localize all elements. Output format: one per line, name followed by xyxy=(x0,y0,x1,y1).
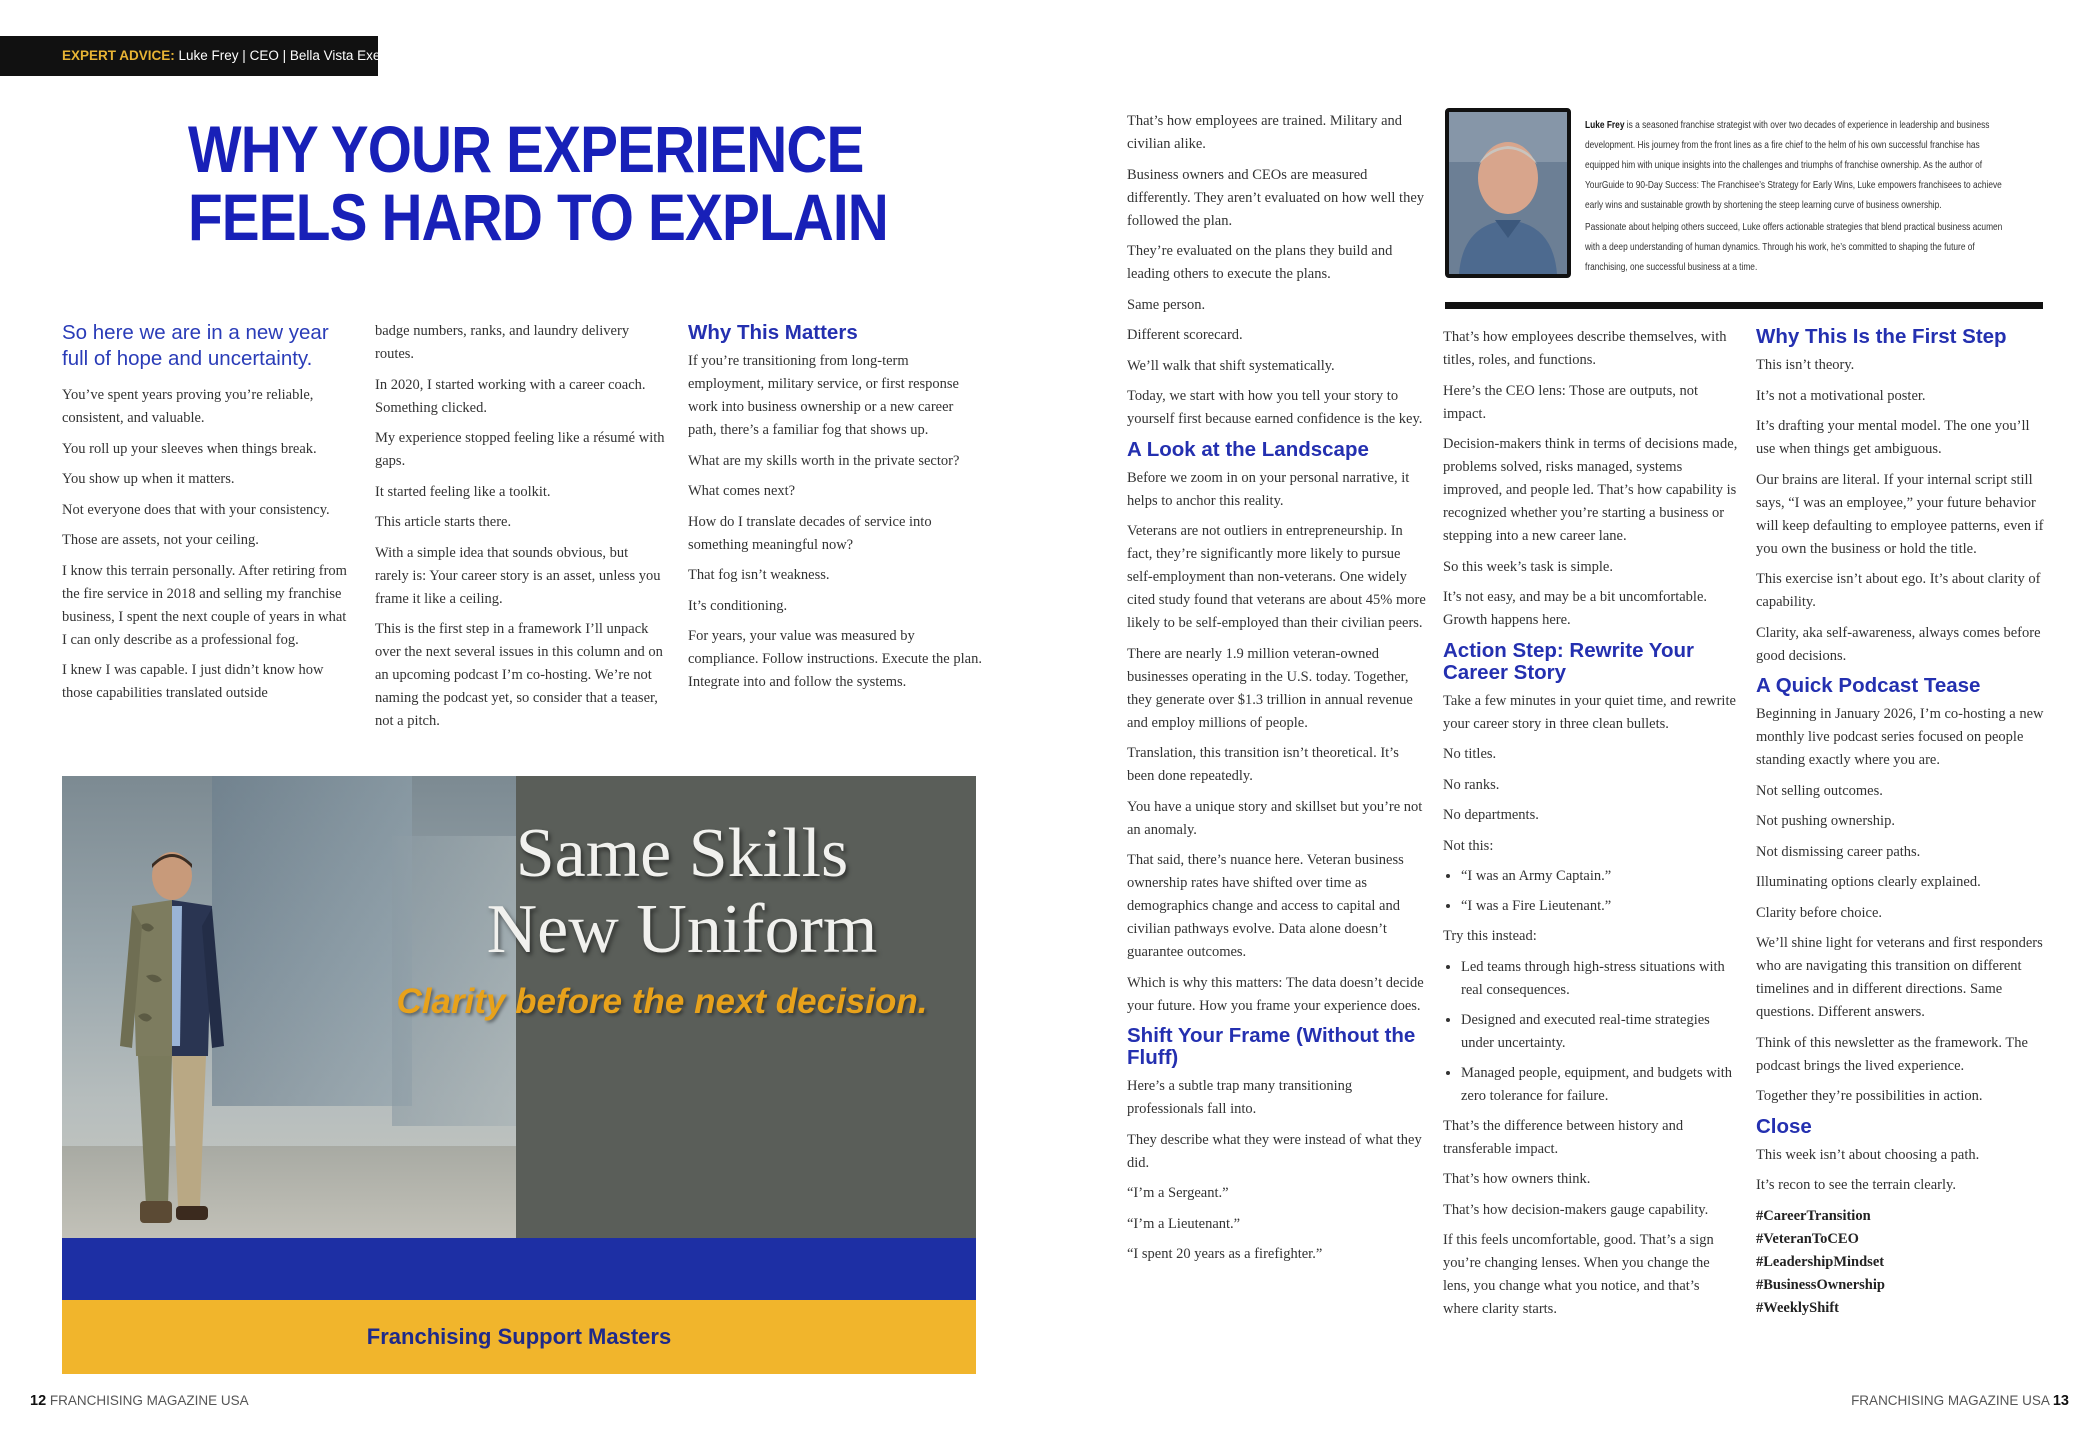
column-tag-bar xyxy=(0,36,471,76)
footer-right xyxy=(1851,1393,2069,1409)
paragraph: No ranks. xyxy=(1443,776,1500,793)
paragraph: You have a unique story and skillset but you’re not an anomaly. xyxy=(1127,798,1423,838)
paragraph: This week isn’t about choosing a path. xyxy=(1756,1146,1980,1163)
paragraph: Clarity before choice. xyxy=(1756,904,1883,921)
paragraph: I know this terrain personally. After retiring from the fire service in 2018 and selling my franchise business, I spent the next couple of years in what I can only describe as a professional fog. xyxy=(62,562,347,648)
paragraph: My experience stopped feeling like a résumé with gaps. xyxy=(375,430,665,469)
paragraph: With a simple idea that sounds obvious, but rarely is: Your career story is an asset, unless you frame it like a ceiling. xyxy=(375,544,661,607)
paragraph: Our brains are literal. If your internal script still says, “I was an employee,” your future behavior will keep defaulting to employee patterns, even if you own the business or hold the title. xyxy=(1756,471,2044,557)
page-number-right: 13 xyxy=(2052,1393,2069,1409)
bio-paragraph-1 xyxy=(1585,116,2005,216)
hashtag-list xyxy=(1756,1205,2051,1320)
author-bio xyxy=(1585,116,2003,278)
ad-blue-band xyxy=(62,1238,976,1300)
paragraph: That’s how employees are trained. Military and civilian alike. xyxy=(1127,113,1403,152)
section-heading: A Quick Podcast Tease xyxy=(1756,674,1981,697)
paragraph: You show up when it matters. xyxy=(62,471,235,487)
not-this-list xyxy=(1443,865,1738,918)
soldier-businessman-figure xyxy=(102,846,242,1231)
section-heading: Shift Your Frame (Without the Fluff) xyxy=(1127,1024,1416,1069)
paragraph: Today, we start with how you tell your story to yourself first because earned confidence is the key. xyxy=(1127,388,1423,427)
paragraph: That fog isn’t weakness. xyxy=(688,567,830,583)
author-portrait-icon xyxy=(1449,112,1567,274)
publication-name: FRANCHISING MAGAZINE USA xyxy=(49,1393,249,1408)
paragraph: Here’s a subtle trap many transitioning professionals fall into. xyxy=(1127,1078,1353,1117)
paragraph: No departments. xyxy=(1443,807,1539,823)
tag-author: Luke Frey | CEO | Bella Vista Executive Advisors xyxy=(174,48,471,63)
paragraph: Not this: xyxy=(1443,837,1494,854)
paragraph: Business owners and CEOs are measured differently. They aren’t evaluated on how well they followed the plan. xyxy=(1127,166,1425,229)
list-item: • Designed and executed real-time strategies under uncertainty. xyxy=(1461,1009,1738,1055)
bio-paragraph-2: Passionate about helping others succeed, Luke offers actionable strategies that blend practical business acumen with a deep understanding of human dynamics. Through his work, he’s committed to shaping the future of franchising, one successful business at a time. xyxy=(1585,222,2003,273)
paragraph: Clarity, aka self-awareness, always comes before good decisions. xyxy=(1756,624,2041,664)
paragraph: It’s recon to see the terrain clearly. xyxy=(1756,1177,1956,1193)
author-name: Luke Frey xyxy=(1585,120,1625,131)
paragraph: That’s how employees describe themselves, with titles, roles, and functions. xyxy=(1443,329,1727,368)
paragraph: They describe what they were instead of what they did. xyxy=(1127,1131,1422,1171)
hashtag-link[interactable]: #BusinessOwnership xyxy=(1756,1276,1885,1293)
page-number-left: 12 xyxy=(30,1393,47,1409)
hashtag-link[interactable]: #VeteranToCEO xyxy=(1756,1230,1859,1247)
author-photo xyxy=(1445,108,1571,278)
paragraph: It started feeling like a toolkit. xyxy=(375,483,551,500)
paragraph: This is the first step in a framework I’ll unpack over the next several issues in this column and on an upcoming podcast I’m co-hosting. We’re not naming the podcast yet, so consider that a teaser, not a pitch. xyxy=(375,621,663,729)
column-5 xyxy=(1443,326,1738,1329)
paragraph: So this week’s task is simple. xyxy=(1443,558,1613,575)
paragraph: Here’s the CEO lens: Those are outputs, not impact. xyxy=(1443,382,1699,422)
paragraph: You’ve spent years proving you’re reliable, consistent, and valuable. xyxy=(62,387,314,426)
paragraph: Different scorecard. xyxy=(1127,327,1243,343)
column-2 xyxy=(375,320,665,741)
paragraph: No titles. xyxy=(1443,746,1497,762)
paragraph: It’s drafting your mental model. The one you’ll use when things get ambiguous. xyxy=(1756,418,2030,457)
paragraph: badge numbers, ranks, and laundry delivery routes. xyxy=(375,323,630,362)
publication-name: FRANCHISING MAGAZINE USA xyxy=(1851,1393,2050,1408)
paragraph: If you’re transitioning from long-term employment, military service, or first response work into business ownership or a new career path, there’s a familiar fog that shows up. xyxy=(688,353,959,438)
paragraph: What are my skills worth in the private sector? xyxy=(688,452,960,469)
ad-tagline: Clarity before the next decision. xyxy=(396,982,928,1021)
paragraph: They’re evaluated on the plans they build and leading others to execute the plans. xyxy=(1127,243,1393,282)
list-item: • Managed people, equipment, and budgets with zero tolerance for failure. xyxy=(1461,1062,1738,1108)
paragraph: This article starts there. xyxy=(375,514,512,530)
section-heading: Why This Matters xyxy=(688,321,858,344)
ad-headline-line-2: New Uniform xyxy=(486,891,878,968)
article-title xyxy=(188,112,888,254)
paragraph: For years, your value was measured by compliance. Follow instructions. Execute the plan. Integrate into and follow the systems. xyxy=(688,628,982,690)
paragraph: It’s not easy, and may be a bit uncomfortable. Growth happens here. xyxy=(1443,589,1708,628)
advertisement-banner[interactable] xyxy=(62,776,976,1374)
paragraph: There are nearly 1.9 million veteran-owned businesses operating in the U.S. today. Together, they generate over $1.3 trillion in annual revenue and employ millions of people. xyxy=(1127,645,1413,731)
ad-headline-line-1: Same Skills xyxy=(515,815,849,892)
paragraph: Beginning in January 2026, I’m co-hosting a new monthly live podcast series focused on people standing exactly where you are. xyxy=(1756,706,2044,768)
paragraph: It’s conditioning. xyxy=(688,597,788,614)
bio-text: is a seasoned franchise strategist with over two decades of experience in leadership and business development. His journey from the front lines as a fire chief to the helm of his own successful franchise has equipped him with unique insights into the challenges and triumphs of franchise ownership. As the author of YourGuide to 90-Day Success: The Franchisee’s Strategy for Early Wins, Luke empowers franchisees to achieve early wins and sustainable growth by shortening the steep learning curve of business ownership. xyxy=(1585,120,2002,211)
ad-brand-name: Franchising Support Masters xyxy=(366,1324,672,1349)
paragraph: Illuminating options clearly explained. xyxy=(1756,874,1981,890)
paragraph: You roll up your sleeves when things break. xyxy=(62,440,317,457)
paragraph: Same person. xyxy=(1127,296,1206,313)
paragraph: That’s how owners think. xyxy=(1443,1171,1591,1187)
paragraph: In 2020, I started working with a career coach. Something clicked. xyxy=(375,376,646,416)
paragraph: Think of this newsletter as the framework. The podcast brings the lived experience. xyxy=(1756,1034,2028,1074)
paragraph: “I spent 20 years as a firefighter.” xyxy=(1127,1246,1323,1262)
paragraph: Try this instead: xyxy=(1443,928,1537,944)
paragraph: Together they’re possibilities in action. xyxy=(1756,1088,1983,1104)
paragraph: Not dismissing career paths. xyxy=(1756,843,1921,860)
ad-headline xyxy=(382,816,982,968)
paragraph: Those are assets, not your ceiling. xyxy=(62,532,259,548)
title-line-1: WHY YOUR EXPERIENCE xyxy=(188,112,864,186)
paragraph: This exercise isn’t about ego. It’s about clarity of capability. xyxy=(1756,571,2041,610)
title-line-2: FEELS HARD TO EXPLAIN xyxy=(188,180,888,254)
paragraph: “I’m a Sergeant.” xyxy=(1127,1185,1229,1201)
lead-heading: So here we are in a new year full of hope and uncertainty. xyxy=(62,321,329,370)
paragraph: Veterans are not outliers in entrepreneurship. In fact, they’re significantly more likely to pursue self-employment than non-veterans. One widely cited study found that veterans are about 45% more likely to be self-employed than their civilian peers. xyxy=(1127,523,1426,631)
list-item: • Led teams through high-stress situations with real consequences. xyxy=(1461,956,1738,1002)
try-this-list xyxy=(1443,956,1738,1108)
hashtag-link[interactable]: #CareerTransition xyxy=(1756,1207,1871,1224)
column-3 xyxy=(688,322,983,702)
paragraph: That’s the difference between history and transferable impact. xyxy=(1443,1117,1684,1157)
tag-lead: EXPERT ADVICE: xyxy=(62,48,175,63)
paragraph: We’ll walk that shift systematically. xyxy=(1127,357,1335,374)
section-heading: Close xyxy=(1756,1114,1812,1138)
bio-divider-rule xyxy=(1445,302,2043,309)
paragraph: We’ll shine light for veterans and first responders who are navigating this transition on different timelines and in different directions. Same questions. Different answers. xyxy=(1756,935,2043,1020)
paragraph: This isn’t theory. xyxy=(1756,357,1855,373)
list-item: • “I was a Fire Lieutenant.” xyxy=(1461,895,1738,918)
paragraph: Not selling outcomes. xyxy=(1756,782,1883,799)
paragraph: Translation, this transition isn’t theoretical. It’s been done repeatedly. xyxy=(1127,745,1399,784)
hashtag-link[interactable]: #WeeklyShift xyxy=(1756,1299,1839,1316)
paragraph: “I’m a Lieutenant.” xyxy=(1127,1215,1241,1232)
column-4 xyxy=(1127,110,1427,1274)
paragraph: I knew I was capable. I just didn’t know how those capabilities translated outside xyxy=(62,662,324,701)
hashtag-link[interactable]: #LeadershipMindset xyxy=(1756,1253,1885,1270)
list-item: • “I was an Army Captain.” xyxy=(1461,865,1738,888)
paragraph: If this feels uncomfortable, good. That’s a sign you’re changing lenses. When you change the lens, you change what you notice, and that’s where clarity starts. xyxy=(1443,1232,1714,1317)
section-heading: Why This Is the First Step xyxy=(1756,325,2007,348)
section-heading: A Look at the Landscape xyxy=(1127,437,1369,461)
paragraph: Decision-makers think in terms of decisions made, problems solved, risks managed, systems improved, and people led. That’s how capability is recognized whether you’re starting a business or stepping into a new career lane. xyxy=(1443,436,1738,544)
footer-left xyxy=(30,1393,249,1409)
paragraph: Not pushing ownership. xyxy=(1756,813,1895,829)
paragraph: Not everyone does that with your consistency. xyxy=(62,501,330,518)
paragraph: Which is why this matters: The data doesn’t decide your future. How you frame your experience does. xyxy=(1127,974,1424,1014)
paragraph: What comes next? xyxy=(688,483,796,499)
column-1 xyxy=(62,320,352,713)
paragraph: Before we zoom in on your personal narrative, it helps to anchor this reality. xyxy=(1127,469,1410,509)
paragraph: It’s not a motivational poster. xyxy=(1756,387,1926,404)
paragraph: That’s how decision-makers gauge capability. xyxy=(1443,1201,1709,1218)
column-6 xyxy=(1756,326,2051,1320)
paragraph: That said, there’s nuance here. Veteran business ownership rates have shifted over time as demographics change and access to capital and civilian pathways evolve. Data alone doesn’t guarantee outcomes. xyxy=(1127,852,1404,960)
paragraph: How do I translate decades of service into something meaningful now? xyxy=(688,513,932,553)
paragraph: Take a few minutes in your quiet time, and rewrite your career story in three clean bullets. xyxy=(1443,692,1736,732)
section-heading: Action Step: Rewrite Your Career Story xyxy=(1443,638,1694,684)
